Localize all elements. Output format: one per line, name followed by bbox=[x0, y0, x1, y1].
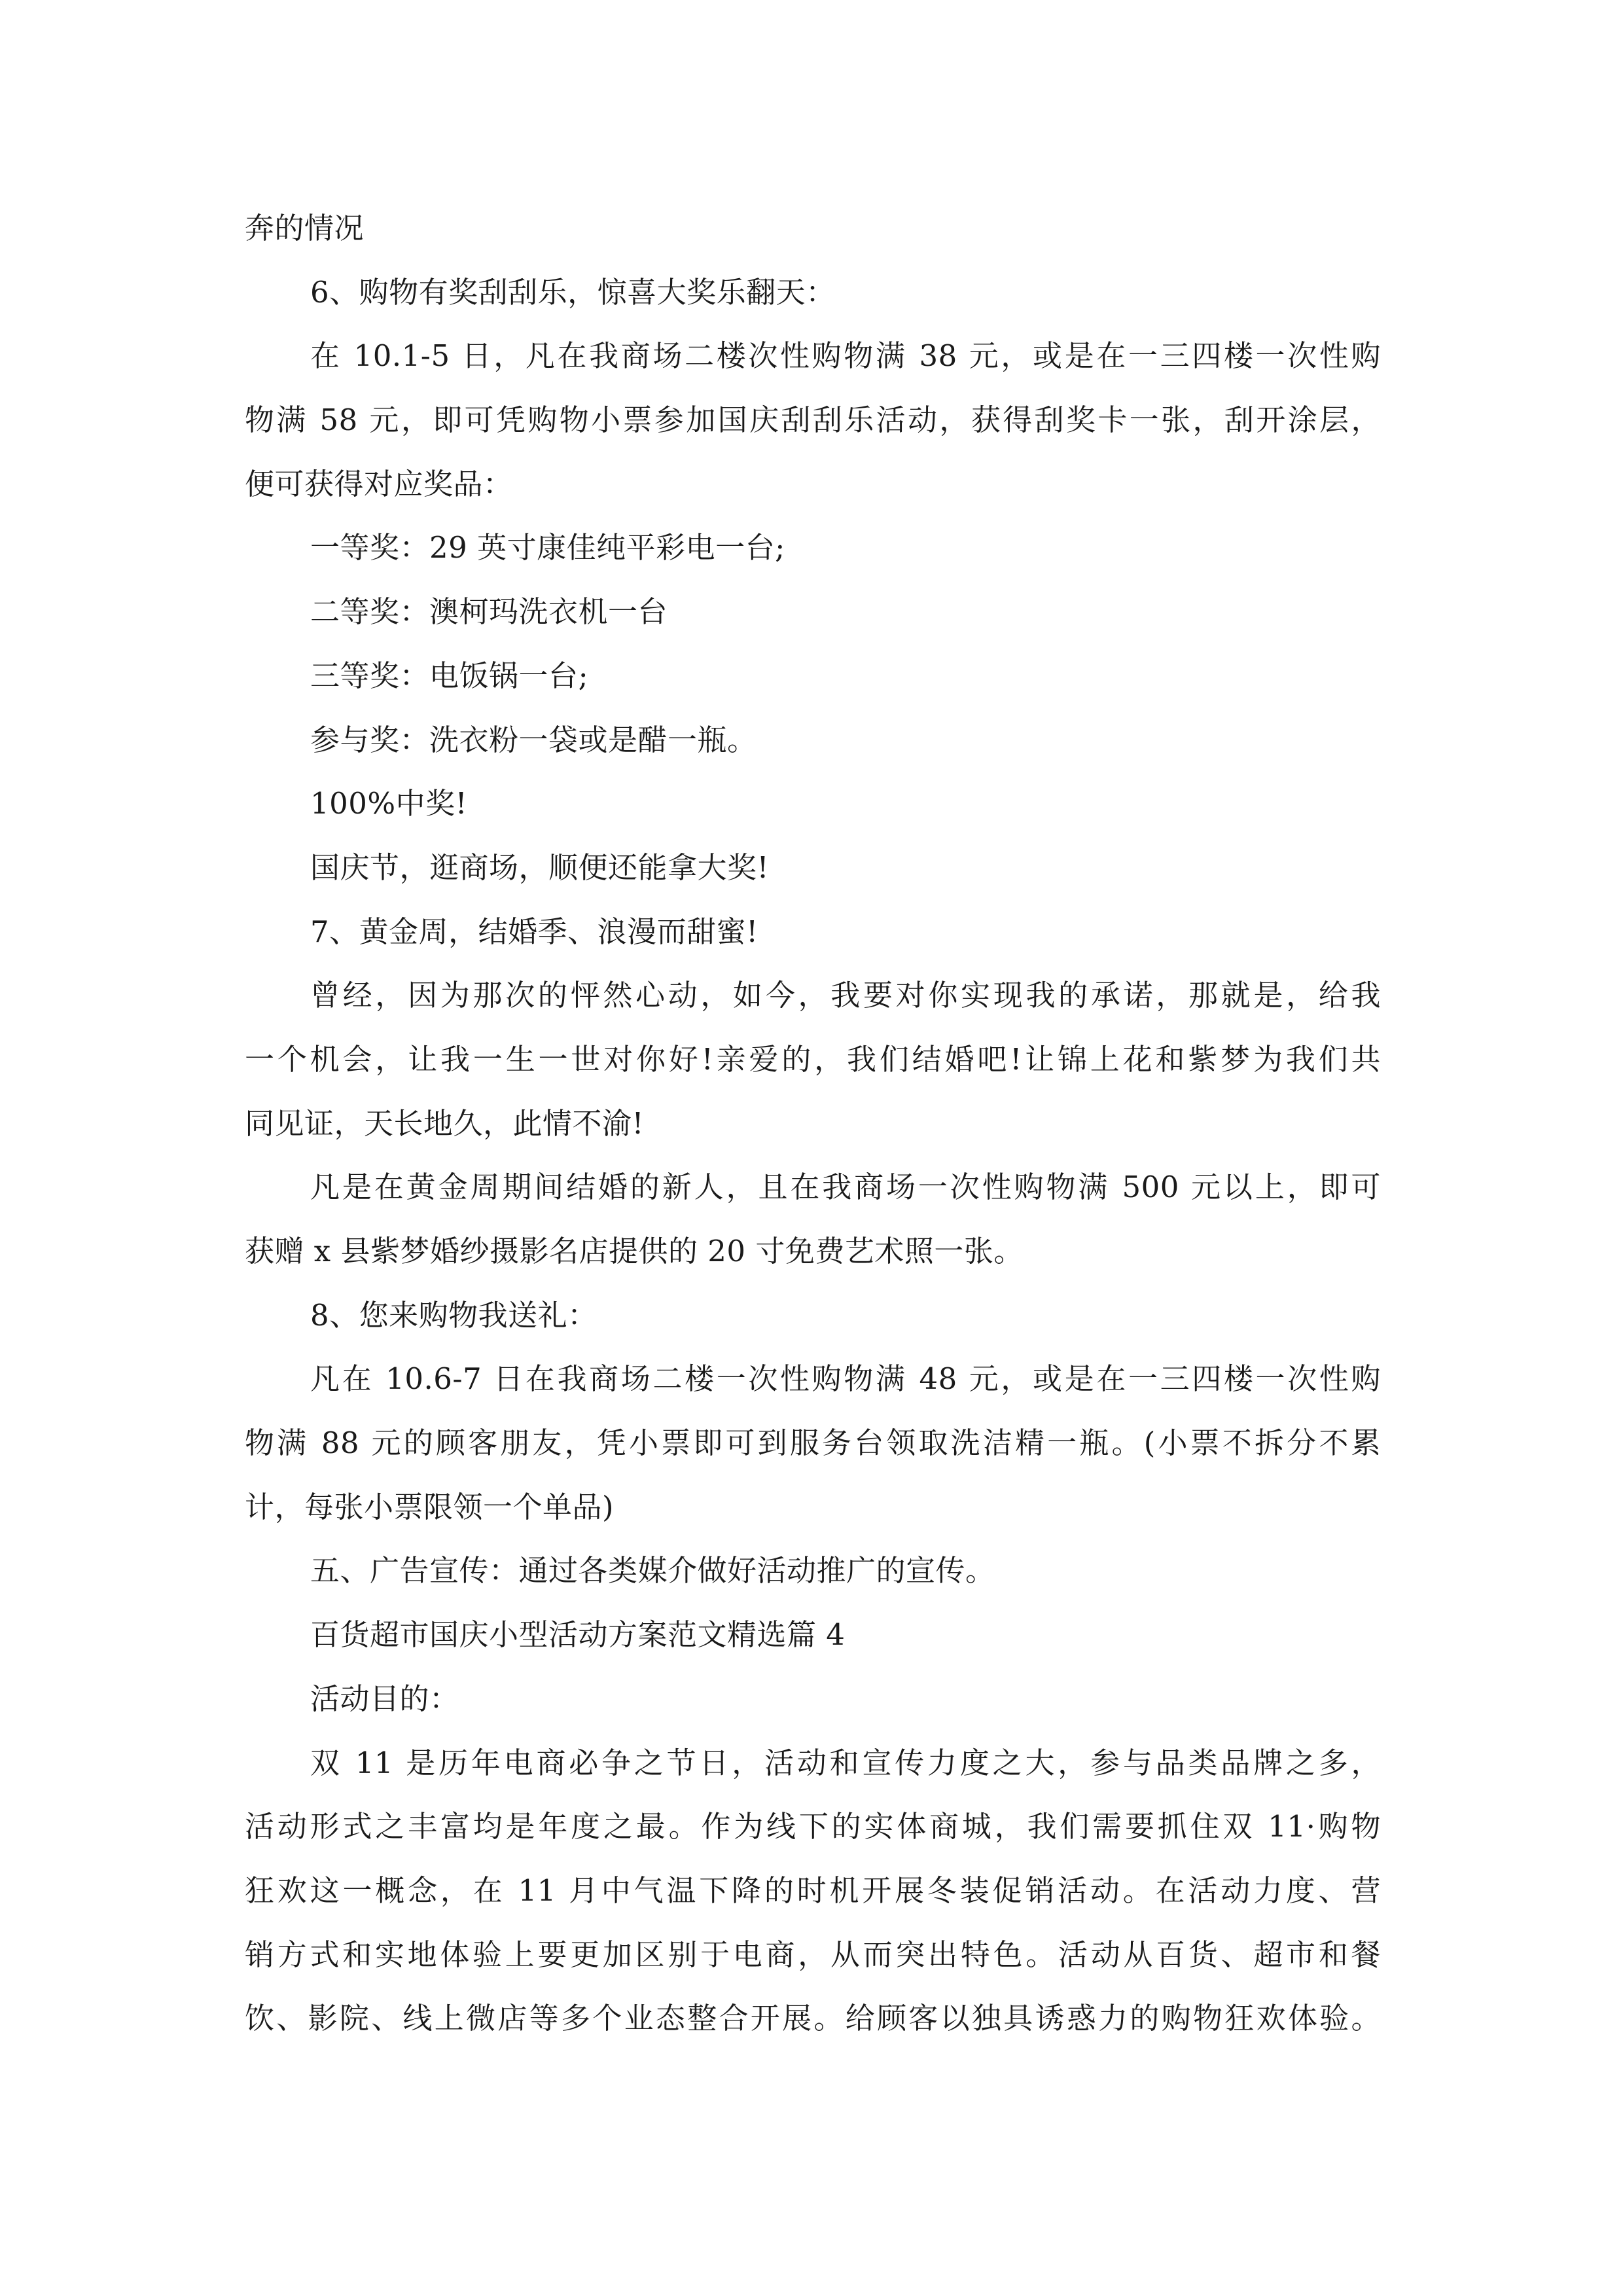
document-body bbox=[245, 196, 1381, 2051]
text-line: 饮、影院、线上微店等多个业态整合开展。给顾客以独具诱惑力的购物狂欢体验。 bbox=[245, 2001, 1381, 2036]
text-line: 计，每张小票限领一个单品) bbox=[245, 1489, 615, 1524]
text-line: 获赠 x 县紫梦婚纱摄影名店提供的 20 寸免费艺术照一张。 bbox=[245, 1234, 1024, 1268]
text-line: 狂欢这一概念，在 11 月中气温下降的时机开展冬装促销活动。在活动力度、营 bbox=[245, 1873, 1381, 1908]
text-line: 物满 58 元，即可凭购物小票参加国庆刮刮乐活动，获得刮奖卡一张，刮开涂层， bbox=[245, 403, 1381, 438]
text-line: 一个机会，让我一生一世对你好!亲爱的，我们结婚吧!让锦上花和紫梦为我们共 bbox=[245, 1041, 1381, 1077]
text-line: 6、购物有奖刮刮乐，惊喜大奖乐翻天： bbox=[310, 274, 836, 310]
text-line: 在 10.1-5 日，凡在我商场二楼次性购物满 38 元，或是在一三四楼一次性购 bbox=[310, 338, 1381, 374]
text-line: 凡在 10.6-7 日在我商场二楼一次性购物满 48 元，或是在一三四楼一次性购 bbox=[310, 1361, 1381, 1397]
text-line: 物满 88 元的顾客朋友，凭小票即可到服务台领取洗洁精一瓶。(小票不拆分不累 bbox=[245, 1426, 1381, 1461]
text-line: 国庆节，逛商场，顺便还能拿大奖! bbox=[310, 850, 770, 885]
text-line: 8、您来购物我送礼： bbox=[310, 1297, 597, 1333]
text-line: 曾经，因为那次的怦然心动，如今，我要对你实现我的承诺，那就是，给我 bbox=[310, 978, 1381, 1013]
text-line: 五、广告宣传：通过各类媒介做好活动推广的宣传。 bbox=[310, 1553, 995, 1588]
text-line: 二等奖：澳柯玛洗衣机一台 bbox=[310, 594, 668, 630]
text-line: 一等奖：29 英寸康佳纯平彩电一台; bbox=[310, 530, 785, 565]
text-line: 凡是在黄金周期间结婚的新人，且在我商场一次性购物满 500 元以上，即可 bbox=[310, 1170, 1381, 1205]
text-line: 三等奖：电饭锅一台; bbox=[310, 658, 589, 693]
text-line: 便可获得对应奖品： bbox=[245, 466, 513, 501]
text-line: 参与奖：洗衣粉一袋或是醋一瓶。 bbox=[310, 722, 757, 757]
text-line: 活动形式之丰富均是年度之最。作为线下的实体商城，我们需要抓住双 11·购物 bbox=[245, 1809, 1381, 1844]
text-line: 7、黄金周，结婚季、浪漫而甜蜜! bbox=[310, 914, 758, 949]
text-line: 同见证，天长地久，此情不渝! bbox=[245, 1105, 645, 1141]
text-line: 百货超市国庆小型活动方案范文精选篇 4 bbox=[310, 1617, 846, 1653]
text-line: 销方式和实地体验上要更加区别于电商，从而突出特色。活动从百货、超市和餐 bbox=[245, 1937, 1381, 1972]
text-line: 奔的情况 bbox=[245, 211, 365, 245]
text-line: 双 11 是历年电商必争之节日，活动和宣传力度之大，参与品类品牌之多， bbox=[310, 1745, 1381, 1780]
text-line: 活动目的： bbox=[310, 1681, 459, 1716]
text-line: 100%中奖! bbox=[310, 786, 468, 821]
